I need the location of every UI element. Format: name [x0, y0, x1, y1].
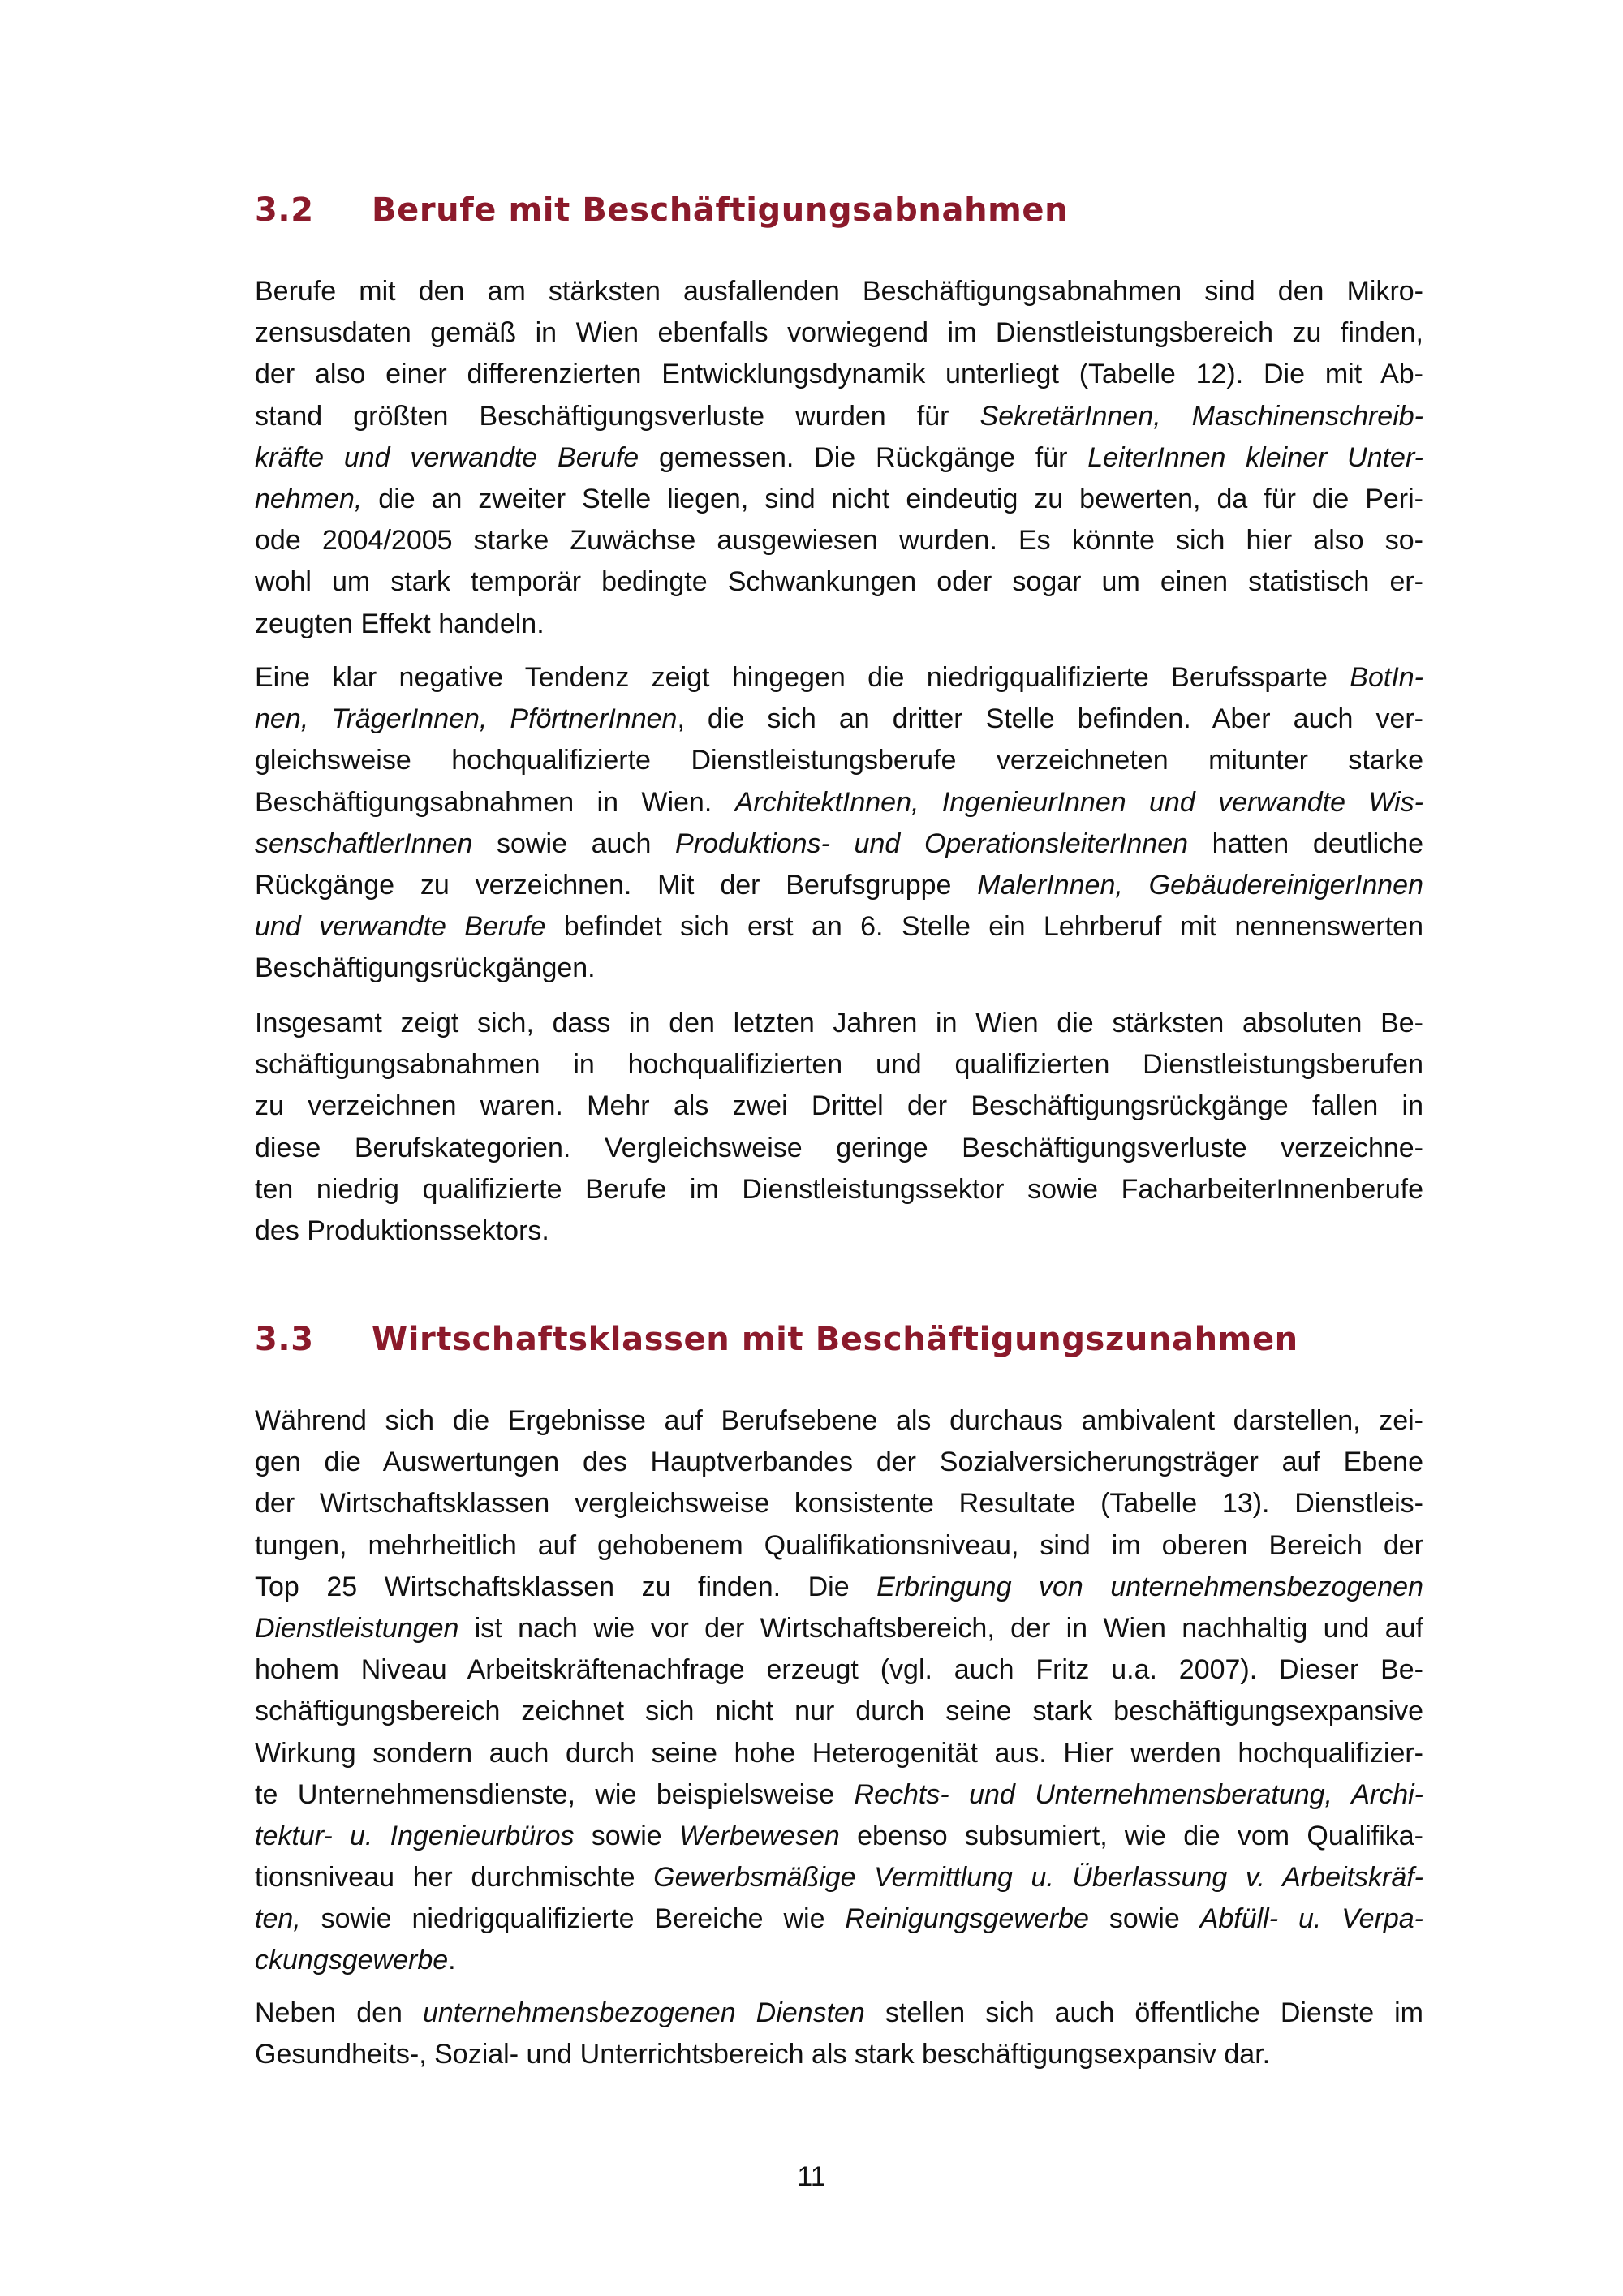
- text-line: Eine klar negative Tendenz zeigt hingegen die niedrigqualifizierte Berufssparte BotIn-: [255, 662, 1423, 693]
- text-line: Während sich die Ergebnisse auf Berufsebene als durchaus ambivalent darstellen, zei-: [255, 1405, 1423, 1436]
- text-line: ten, sowie niedrigqualifizierte Bereiche wie Reinigungsgewerbe sowie Abfüll- u. Verpa-: [255, 1903, 1423, 1935]
- text-line: Rückgänge zu verzeichnen. Mit der Berufsgruppe MalerInnen, GebäudereinigerInnen: [255, 869, 1423, 901]
- text-line: gen die Auswertungen des Hauptverbandes der Sozialversicherungsträger auf Ebene: [255, 1447, 1423, 1478]
- text-line: und verwandte Berufe befindet sich erst an 6. Stelle ein Lehrberuf mit nennenswerten: [255, 911, 1423, 943]
- text-line: nen, TrägerInnen, PförtnerInnen, die sich an dritter Stelle befinden. Aber auch ver-: [255, 703, 1423, 735]
- text-line: gleichsweise hochqualifizierte Dienstleistungsberufe verzeichneten mitunter starke: [255, 745, 1423, 776]
- text-line: te Unternehmensdienste, wie beispielsweise Rechts- und Unternehmensberatung, Archi-: [255, 1778, 1423, 1810]
- text-line: Berufe mit den am stärksten ausfallenden Beschäftigungsabnahmen sind den Mikro-: [255, 276, 1423, 307]
- text-line: hohem Niveau Arbeitskräftenachfrage erzeugt (vgl. auch Fritz u.a. 2007). Dieser Be-: [255, 1654, 1423, 1686]
- text-line: kräfte und verwandte Berufe gemessen. Die Rückgänge für LeiterInnen kleiner Unter-: [255, 441, 1423, 473]
- text-line: der Wirtschaftsklassen vergleichsweise konsistente Resultate (Tabelle 13). Dienstleis-: [255, 1488, 1423, 1520]
- text-line: Wirkung sondern auch durch seine hohe Heterogenität aus. Hier werden hochqualifizier-: [255, 1737, 1423, 1769]
- paragraph: [255, 271, 1423, 645]
- section-number: 3.2: [255, 191, 314, 229]
- text-line: zu verzeichnen waren. Mehr als zwei Drittel der Beschäftigungsrückgänge fallen in: [255, 1090, 1423, 1122]
- text-line: Dienstleistungen ist nach wie vor der Wirtschaftsbereich, der in Wien nachhaltig und auf: [255, 1612, 1423, 1644]
- page-number: 11: [797, 2161, 826, 2192]
- text-line: nehmen, die an zweiter Stelle liegen, sind nicht eindeutig zu bewerten, da für die Peri-: [255, 483, 1423, 514]
- text-line: diese Berufskategorien. Vergleichsweise geringe Beschäftigungsverluste verzeichne-: [255, 1132, 1423, 1163]
- text-line: tungen, mehrheitlich auf gehobenem Qualifikationsniveau, sind im oberen Bereich der: [255, 1529, 1423, 1561]
- text-line: des Produktionssektors.: [255, 1215, 549, 1246]
- section-heading-3-3: [255, 1321, 1298, 1358]
- section-title: Wirtschaftsklassen mit Beschäftigungszunahmen: [372, 1321, 1298, 1358]
- text-line: senschaftlerInnen sowie auch Produktions- und OperationsleiterInnen hatten deutliche: [255, 828, 1423, 859]
- text-line: ode 2004/2005 starke Zuwächse ausgewiesen wurden. Es könnte sich hier also so-: [255, 525, 1423, 557]
- text-line: der also einer differenzierten Entwicklungsdynamik unterliegt (Tabelle 12). Die mit Ab-: [255, 359, 1423, 390]
- text-line: wohl um stark temporär bedingte Schwankungen oder sogar um einen statistisch er-: [255, 566, 1423, 598]
- text-line: Insgesamt zeigt sich, dass in den letzten Jahren in Wien die stärksten absoluten Be-: [255, 1008, 1423, 1038]
- text-line: Neben den unternehmensbezogenen Diensten stellen sich auch öffentliche Dienste im: [255, 1997, 1424, 2028]
- paragraph: [255, 1993, 1423, 2075]
- text-line: schäftigungsabnahmen in hochqualifizierten und qualifizierten Dienstleistungsberufen: [255, 1049, 1423, 1081]
- paragraph: [255, 1003, 1423, 1252]
- section-number: 3.3: [255, 1321, 314, 1358]
- section-title: Berufe mit Beschäftigungsabnahmen: [372, 191, 1069, 229]
- text-line: zeugten Effekt handeln.: [255, 608, 545, 639]
- text-line: Top 25 Wirtschaftsklassen zu finden. Die Erbringung von unternehmensbezogenen: [255, 1571, 1423, 1602]
- paragraph: [255, 657, 1423, 990]
- text-line: schäftigungsbereich zeichnet sich nicht nur durch seine stark beschäftigungsexpansive: [255, 1696, 1423, 1727]
- text-line: tionsniveau her durchmischte Gewerbsmäßige Vermittlung u. Überlassung v. Arbeitskräf-: [255, 1862, 1423, 1894]
- paragraph: [255, 1400, 1423, 1982]
- text-line: ten niedrig qualifizierte Berufe im Dienstleistungssektor sowie FacharbeiterInnenberufe: [255, 1173, 1423, 1205]
- text-line: Beschäftigungsabnahmen in Wien. ArchitektInnen, IngenieurInnen und verwandte Wis-: [255, 786, 1424, 818]
- text-line: tektur- u. Ingenieurbüros sowie Werbewesen ebenso subsumiert, wie die vom Qualifika-: [255, 1820, 1423, 1851]
- section-heading-3-2: [255, 191, 1068, 229]
- text-line: ckungsgewerbe.: [255, 1945, 456, 1976]
- text-line: Gesundheits-, Sozial- und Unterrichtsbereich als stark beschäftigungsexpansiv dar.: [255, 2039, 1271, 2070]
- text-line: stand größten Beschäftigungsverluste wurden für SekretärInnen, Maschinenschreib-: [255, 400, 1423, 432]
- text-line: Beschäftigungsrückgängen.: [255, 952, 596, 984]
- text-line: zensusdaten gemäß in Wien ebenfalls vorwiegend im Dienstleistungsbereich zu finden,: [255, 317, 1423, 349]
